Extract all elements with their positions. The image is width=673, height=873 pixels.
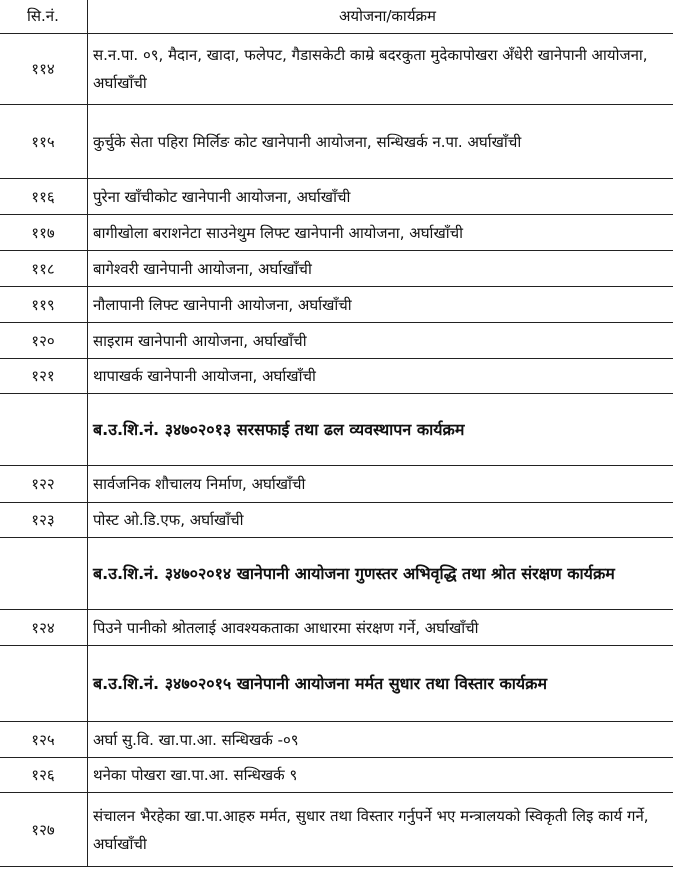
- row-sn: १२३: [0, 503, 88, 538]
- table-header-row: [0, 0, 673, 34]
- header-title: अयोजना/कार्यक्रम: [88, 0, 673, 34]
- table-row: [0, 179, 673, 215]
- table-row: [0, 359, 673, 394]
- row-sn: ११६: [0, 179, 88, 215]
- row-text: सार्वजनिक शौचालय निर्माण, अर्घाखाँची: [88, 466, 673, 503]
- section-heading-row: [0, 646, 673, 722]
- table-row: [0, 215, 673, 251]
- row-text: पिउने पानीको श्रोतलाई आवश्यकताका आधारमा संरक्षण गर्ने, अर्घाखाँची: [88, 610, 673, 646]
- row-sn: १२१: [0, 359, 88, 394]
- row-sn: [0, 646, 88, 722]
- row-text: थनेका पोखरा खा.पा.आ. सन्धिखर्क ९: [88, 758, 673, 793]
- row-text: पुरेना खाँचीकोट खानेपानी आयोजना, अर्घाखाँची: [88, 179, 673, 215]
- table-row: [0, 793, 673, 867]
- row-text: नौलापानी लिफ्ट खानेपानी आयोजना, अर्घाखाँची: [88, 287, 673, 323]
- row-sn: १२५: [0, 722, 88, 758]
- section-heading-row: [0, 394, 673, 466]
- row-sn: ११७: [0, 215, 88, 251]
- row-text: संचालन भैरहेका खा.पा.आहरु मर्मत, सुधार तथा विस्तार गर्नुपर्ने भए मन्त्रालयको स्विकृती लिइ कार्य गर्ने, अर्घाखाँची: [88, 793, 673, 867]
- table-row: [0, 105, 673, 179]
- row-sn: १२६: [0, 758, 88, 793]
- row-text: थापाखर्क खानेपानी आयोजना, अर्घाखाँची: [88, 359, 673, 394]
- table-row: [0, 323, 673, 359]
- row-text: पोस्ट ओ.डि.एफ, अर्घाखाँची: [88, 503, 673, 538]
- row-sn: ११८: [0, 251, 88, 287]
- row-text: बागेश्वरी खानेपानी आयोजना, अर्घाखाँची: [88, 251, 673, 287]
- row-text: स.न.पा. ०९, मैदान, खादा, फलेपट, गैडासकेटी काम्रे बदरकुता मुदेकापोखरा अँधेरी खानेपानी आयोजना, अर्घाखाँची: [88, 34, 673, 105]
- row-text: साइराम खानेपानी आयोजना, अर्घाखाँची: [88, 323, 673, 359]
- table-row: [0, 610, 673, 646]
- row-text: अर्घा सु.वि. खा.पा.आ. सन्धिखर्क -०९: [88, 722, 673, 758]
- section-heading-row: [0, 538, 673, 610]
- table-row: [0, 722, 673, 758]
- table-row: [0, 758, 673, 793]
- row-sn: १२४: [0, 610, 88, 646]
- row-text: कुर्चुके सेता पहिरा मिर्लिङ कोट खानेपानी आयोजना, सन्धिखर्क न.पा. अर्घाखाँची: [88, 105, 673, 179]
- row-sn: १२२: [0, 466, 88, 503]
- row-sn: [0, 538, 88, 610]
- section-heading: ब.उ.शि.नं. ३४७०२०१५ खानेपानी आयोजना मर्मत सुधार तथा विस्तार कार्यक्रम: [88, 646, 673, 722]
- section-heading: ब.उ.शि.नं. ३४७०२०१४ खानेपानी आयोजना गुणस्तर अभिवृद्धि तथा श्रोत संरक्षण कार्यक्रम: [88, 538, 673, 610]
- row-sn: ११९: [0, 287, 88, 323]
- table-row: [0, 251, 673, 287]
- row-sn: ११४: [0, 34, 88, 105]
- table-row: [0, 503, 673, 538]
- table-row: [0, 466, 673, 503]
- table-row: [0, 34, 673, 105]
- row-text: बागीखोला बराशनेटा साउनेथुम लिफ्ट खानेपानी आयोजना, अर्घाखाँची: [88, 215, 673, 251]
- row-sn: १२०: [0, 323, 88, 359]
- table-row: [0, 287, 673, 323]
- row-sn: [0, 394, 88, 466]
- header-sn: सि.नं.: [0, 0, 88, 34]
- row-sn: ११५: [0, 105, 88, 179]
- row-sn: १२७: [0, 793, 88, 867]
- section-heading: ब.उ.शि.नं. ३४७०२०१३ सरसफाई तथा ढल व्यवस्थापन कार्यक्रम: [88, 394, 673, 466]
